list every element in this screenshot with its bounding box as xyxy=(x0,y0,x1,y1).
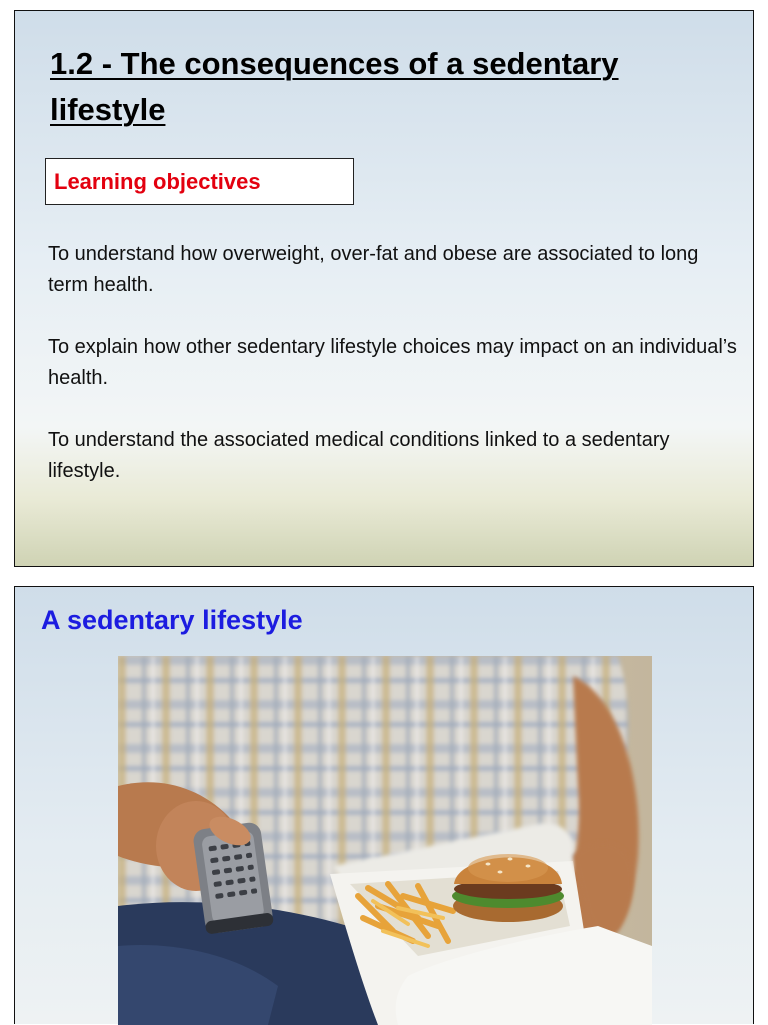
slide-1 xyxy=(14,10,754,567)
objectives-list xyxy=(48,239,738,518)
photo-illustration xyxy=(118,656,652,1025)
learning-objectives-label: Learning objectives xyxy=(45,158,354,205)
objective-item: To explain how other sedentary lifestyle choices may impact on an individual’s health. xyxy=(48,336,737,389)
slide-title: 1.2 - The consequences of a sedentary lifestyle xyxy=(50,46,619,127)
sedentary-lifestyle-photo xyxy=(118,656,652,1025)
objective-item: To understand the associated medical conditions linked to a sedentary lifestyle. xyxy=(48,429,670,482)
objective-item: To understand how overweight, over-fat and obese are associated to long term health. xyxy=(48,243,699,296)
slide-2-title: A sedentary lifestyle xyxy=(41,605,303,635)
slide-2 xyxy=(14,586,754,1024)
